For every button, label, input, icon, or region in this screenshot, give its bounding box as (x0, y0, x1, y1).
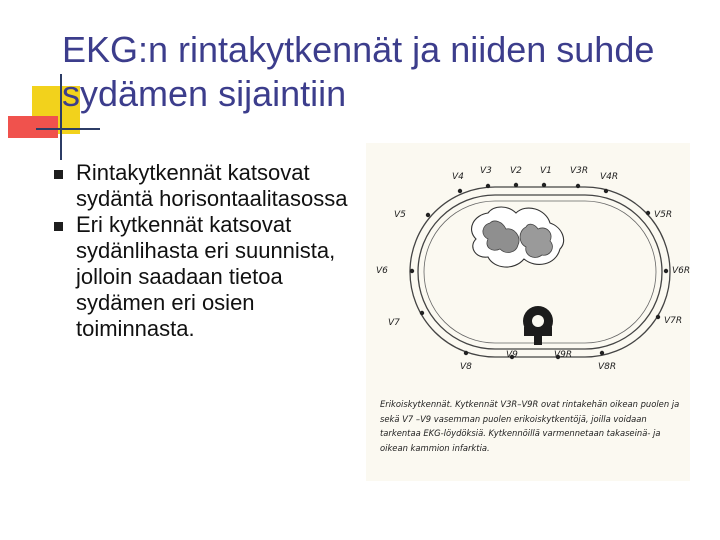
slide-title: EKG:n rintakytkennät ja niiden suhde sydämen sijaintiin (62, 29, 655, 114)
bullet-text: Eri kytkennät katsovat sydänlihasta eri suunnista, jolloin saadaan tietoa sydämen eri osien toiminnasta. (76, 212, 336, 341)
lead-label-v6: V6 (376, 266, 388, 276)
bullet-list (50, 160, 350, 342)
lead-label-v1: V1 (540, 166, 552, 176)
electrode-v7 (420, 311, 424, 315)
electrode-v8 (464, 351, 468, 355)
electrode-v5 (426, 213, 430, 217)
square-bullet-icon (54, 222, 63, 231)
electrode-v6r (664, 269, 668, 273)
decor-horizontal-line (36, 128, 100, 130)
bullet-item (50, 160, 350, 212)
lead-label-v3: V3 (480, 166, 492, 176)
lead-label-v7r: V7R (664, 316, 683, 326)
lead-label-v5r: V5R (654, 210, 673, 220)
lead-label-v9r: V9R (554, 350, 573, 360)
electrode-v3 (486, 184, 490, 188)
electrode-v3r (576, 184, 580, 188)
lead-label-v8r: V8R (598, 362, 617, 372)
electrode-v1 (542, 183, 546, 187)
figure-caption: Erikoiskytkennät. Kytkennät V3R–V9R ovat rintakehän oikean puolen ja sekä V7 –V9 vasemman puolen erikoiskytkentöjä, joilla voidaan tarkentaa EKG-löydöksiä. Kytkennöillä varmennetaan takaseinä- ja oikean kammion infarktia. (380, 399, 680, 453)
lead-label-v7: V7 (388, 318, 400, 328)
electrode-v2 (514, 183, 518, 187)
lead-label-v4r: V4R (600, 172, 619, 182)
electrode-v7r (656, 315, 660, 319)
electrode-v5r (646, 211, 650, 215)
square-bullet-icon (54, 170, 63, 179)
electrode-v4 (458, 189, 462, 193)
bullet-item (50, 212, 350, 342)
lead-label-v2: V2 (510, 166, 522, 176)
bullet-text: Rintakytkennät katsovat sydäntä horisontaalitasossa (76, 160, 348, 211)
spinous-process (534, 333, 542, 345)
electrode-v6 (410, 269, 414, 273)
thorax-cross-section (366, 143, 690, 393)
decor-red-bar (8, 116, 58, 138)
spinal-canal (532, 315, 544, 327)
lead-label-v6r: V6R (672, 266, 690, 276)
ecg-chest-lead-figure (366, 143, 690, 481)
lead-label-v5: V5 (394, 210, 406, 220)
electrode-v8r (600, 351, 604, 355)
lead-label-v8: V8 (460, 362, 472, 372)
lead-label-v3r: V3R (570, 166, 589, 176)
lead-label-v9: V9 (506, 350, 518, 360)
lead-label-v4: V4 (452, 172, 464, 182)
electrode-v4r (604, 189, 608, 193)
